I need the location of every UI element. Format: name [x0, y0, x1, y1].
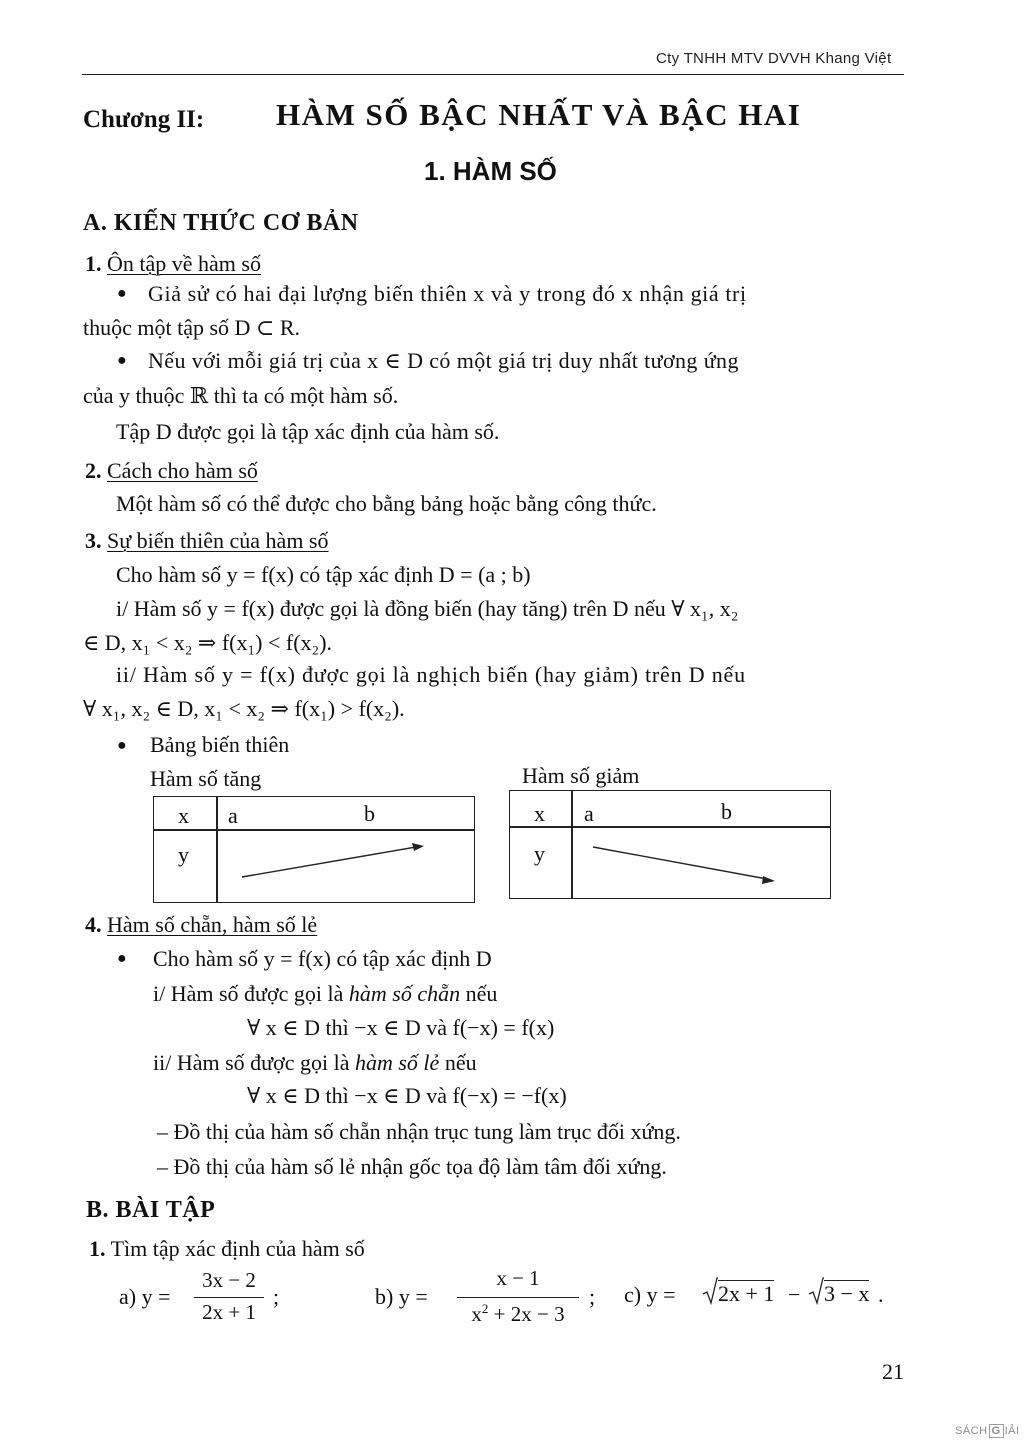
ex1-b-label: b) y = — [375, 1284, 428, 1309]
ex1-a-numerator: 3x − 2 — [202, 1268, 256, 1292]
ex1-b-separator: ; — [589, 1284, 596, 1309]
page-number: 21 — [882, 1359, 904, 1384]
chapter-label: Chương II: — [83, 106, 205, 133]
s1-b1-line1: Giả sử có hai đại lượng biến thiên x và y trong đó x nhận giá trị — [148, 281, 747, 306]
brand-right: IẢI — [1004, 1425, 1020, 1437]
ex1-b-den-rest: + 2x − 3 — [488, 1302, 565, 1326]
table-x-label: x — [534, 801, 545, 826]
s1-b2-line1: Nếu với mỗi giá trị của x ∈ D có một giá trị duy nhất tương ứng — [148, 348, 739, 373]
bullet-icon: ● — [117, 352, 127, 369]
variation-table-increasing — [153, 796, 475, 903]
ex1-b-den-base: x — [471, 1302, 482, 1326]
ex1-c-radicand1: 2x + 1 — [718, 1281, 775, 1306]
ex1-c-minus: − — [788, 1282, 801, 1307]
sqrt-icon — [808, 1277, 824, 1305]
ex1-a-separator: ; — [273, 1284, 280, 1309]
s4-odd-graph-note: – Đồ thị của hàm số lẻ nhận gốc tọa độ làm tâm đối xứng. — [157, 1154, 667, 1179]
s2-heading — [85, 458, 258, 484]
brand-watermark — [955, 1424, 1020, 1438]
ex1-text: Tìm tập xác định của hàm số — [110, 1236, 365, 1261]
s4-number: 4. — [85, 912, 102, 937]
s4-even-condition: ∀ x ∈ D thì −x ∈ D và f(−x) = f(x) — [247, 1015, 555, 1040]
s4-even-graph-note: – Đồ thị của hàm số chẵn nhận trục tung làm trục đối xứng. — [157, 1119, 681, 1144]
ex1-b-fraction — [455, 1266, 581, 1328]
s3-paragraph: Cho hàm số y = f(x) có tập xác định D = (a ; b) — [116, 562, 531, 587]
s1-heading — [85, 251, 261, 277]
ex1-number: 1. — [89, 1236, 106, 1261]
s1-title: Ôn tập về hàm số — [107, 251, 261, 276]
s4-heading — [85, 912, 317, 938]
table-a-label: a — [584, 801, 594, 826]
fraction-bar — [194, 1297, 264, 1298]
table-a-label: a — [228, 803, 238, 828]
s4-title: Hàm số chẵn, hàm số lẻ — [107, 912, 318, 937]
variation-table-decreasing — [509, 790, 831, 899]
table-y-label: y — [178, 842, 189, 867]
s3-ii-line2: ∀ x₁, x₂ ∈ D, x₁ < x₂ ⇒ f(x₁) > f(x₂). — [83, 696, 405, 721]
s1-b2-line2: của y thuộc ℝ thì ta có một hàm số. — [83, 383, 399, 408]
increasing-arrow-icon — [216, 830, 474, 902]
s2-title: Cách cho hàm số — [107, 458, 258, 483]
ex1-b-numerator: x − 1 — [496, 1266, 540, 1290]
s4-odd-prefix: ii/ Hàm số được gọi là — [153, 1050, 355, 1075]
s4-odd-condition: ∀ x ∈ D thì −x ∈ D và f(−x) = −f(x) — [247, 1083, 567, 1108]
part-b-heading: B. BÀI TẬP — [86, 1197, 216, 1223]
ex1-c-end: . — [878, 1282, 884, 1307]
s4-odd-definition — [153, 1050, 477, 1076]
s2-paragraph: Một hàm số có thể được cho bằng bảng hoặc bằng công thức. — [116, 491, 657, 516]
ex1-c-label: c) y = — [624, 1282, 676, 1307]
fraction-bar — [457, 1297, 579, 1298]
header-rule — [82, 74, 904, 75]
s4-even-term: hàm số chẵn — [348, 981, 461, 1006]
bullet-icon: ● — [117, 737, 127, 754]
brand-left: SÁCH — [955, 1425, 988, 1437]
s4-even-prefix: i/ Hàm số được gọi là — [153, 981, 349, 1006]
chapter-title: HÀM SỐ BẬC NHẤT VÀ BẬC HAI — [276, 97, 802, 132]
publisher-header: Cty TNHH MTV DVVH Khang Việt — [656, 50, 892, 67]
bullet-icon: ● — [117, 950, 127, 967]
s2-number: 2. — [85, 458, 102, 483]
s3-bullet-text: Bảng biến thiên — [150, 732, 290, 757]
part-a-heading: A. KIẾN THỨC CƠ BẢN — [83, 210, 359, 236]
s1-paragraph: Tập D được gọi là tập xác định của hàm số. — [116, 419, 500, 444]
section-title: 1. HÀM SỐ — [424, 156, 557, 186]
table-inc-caption: Hàm số tăng — [150, 766, 262, 791]
s3-title: Sự biến thiên của hàm số — [107, 528, 329, 553]
s1-number: 1. — [85, 251, 102, 276]
s4-odd-suffix: nếu — [439, 1050, 477, 1075]
s3-i-line2: ∈ D, x₁ < x₂ ⇒ f(x₁) < f(x₂). — [83, 630, 333, 655]
ex1-b-den-exponent: 2 — [481, 1301, 489, 1316]
brand-box-letter: G — [989, 1424, 1004, 1438]
s3-number: 3. — [85, 528, 102, 553]
sqrt-icon — [702, 1277, 718, 1305]
ex1-a-label: a) y = — [119, 1284, 171, 1309]
table-y-label: y — [534, 841, 545, 866]
s4-even-suffix: nếu — [460, 981, 498, 1006]
bullet-icon: ● — [117, 285, 127, 302]
s3-heading — [85, 528, 329, 554]
table-x-label: x — [178, 803, 189, 828]
ex1-a-fraction — [192, 1268, 266, 1328]
table-b-label: b — [721, 799, 732, 824]
ex1-b-denominator — [455, 1301, 581, 1327]
ex1-heading — [89, 1236, 365, 1262]
s3-i-line1: i/ Hàm số y = f(x) được gọi là đồng biến (hay tăng) trên D nếu ∀ x₁, x₂ — [116, 596, 739, 621]
ex1-a-denominator: 2x + 1 — [202, 1300, 256, 1324]
table-dec-caption: Hàm số giảm — [522, 763, 640, 788]
table-b-label: b — [364, 801, 375, 826]
s4-odd-term: hàm số lẻ — [354, 1050, 440, 1075]
s1-b1-line2: thuộc một tập số D ⊂ R. — [83, 315, 301, 340]
decreasing-arrow-icon — [571, 827, 830, 898]
ex1-c-radicand2: 3 − x — [824, 1281, 870, 1306]
s4-bullet-text: Cho hàm số y = f(x) có tập xác định D — [153, 946, 492, 971]
s3-ii-line1: ii/ Hàm số y = f(x) được gọi là nghịch biến (hay giảm) trên D nếu — [116, 662, 746, 687]
s4-even-definition — [153, 981, 497, 1007]
